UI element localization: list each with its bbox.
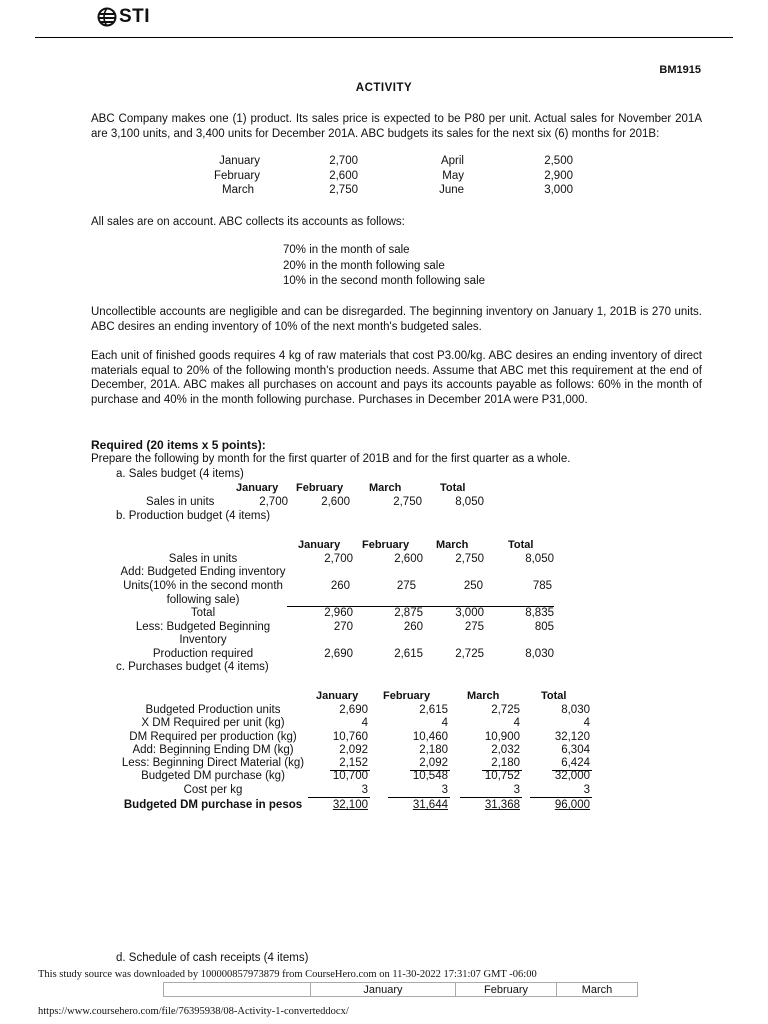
cell-value: 2,690	[339, 704, 368, 716]
column-header: March	[436, 539, 469, 551]
cell-value: 2,690	[324, 648, 353, 660]
column-header: January	[298, 539, 341, 551]
section-label: b. Production budget (4 items)	[116, 510, 271, 522]
cell-value: 260	[403, 621, 423, 633]
cell-value: 10,752	[484, 770, 520, 782]
cell-value: 2,725	[491, 704, 520, 716]
month-label: January	[219, 155, 260, 167]
cell-value: 8,050	[455, 496, 484, 508]
collection-intro: All sales are on account. ABC collects its accounts as follows:	[91, 216, 405, 228]
cell-value: 2,700	[259, 496, 288, 508]
section-label: d. Schedule of cash receipts (4 items)	[116, 952, 309, 964]
column-header: February	[456, 983, 557, 997]
materials-paragraph: Each unit of finished goods requires 4 kg of raw materials that cost P3.00/kg. ABC desires an ending inventory of direct materials equal to 20% of the following month's production needs. Assume that ABC met this requirement at the end of December, 201A. ABC makes all purchases on account and pays its accounts payable as follows: 60% in the month of purchase and 40% in the month following purchase. Purchases in December 201A were P31,000.	[91, 350, 702, 406]
cell-value: 250	[463, 580, 483, 592]
month-label: April	[440, 155, 464, 167]
cell-value: 6,424	[561, 757, 590, 769]
cell-value: 10,460	[412, 731, 448, 743]
cell-value: 785	[532, 580, 552, 592]
cell-value: 2,032	[491, 744, 520, 756]
header-divider	[35, 37, 733, 38]
column-header: February	[383, 690, 431, 702]
cell-value: 32,100	[332, 799, 368, 811]
document-code: BM1915	[659, 64, 701, 76]
cell-value: 10,548	[412, 770, 448, 782]
cell-value: 4	[513, 717, 520, 729]
column-header: Total	[508, 539, 534, 551]
inventory-paragraph: Uncollectible accounts are negligible and can be disregarded. The beginning inventory on January 1, 201B is 270 units. ABC desires an ending inventory of 10% of the next month's budgeted sales.	[91, 306, 702, 333]
cell-value: 4	[361, 717, 368, 729]
cell-value: 2,092	[339, 744, 368, 756]
column-header: February	[296, 482, 344, 494]
row-label: Cost per kg	[183, 784, 243, 796]
cell-value: 8,030	[561, 704, 590, 716]
collection-term: 70% in the month of sale	[283, 244, 410, 256]
cell-value: 2,092	[419, 757, 448, 769]
month-value: 2,700	[329, 155, 358, 167]
cell-value: 260	[330, 580, 350, 592]
cell-value: 6,304	[561, 744, 590, 756]
row-label: Budgeted DM purchase in pesos	[123, 799, 303, 811]
cell-value: 3	[441, 784, 448, 796]
row-label: Add: Budgeted Ending inventory	[120, 566, 286, 578]
month-label: February	[213, 170, 260, 182]
subtotal-rule	[460, 797, 522, 798]
row-label: X DM Required per unit (kg)	[141, 717, 285, 729]
logo-text: STI	[119, 6, 151, 27]
subtotal-rule	[308, 797, 370, 798]
cell-value: 8,050	[525, 553, 554, 565]
cell-value: 2,152	[339, 757, 368, 769]
cell-value: 96,000	[554, 799, 590, 811]
column-header: Total	[541, 690, 567, 702]
cell-value: 8,835	[525, 607, 554, 619]
page-title: ACTIVITY	[355, 82, 413, 94]
globe-icon	[97, 7, 117, 27]
row-label: Less: Budgeted Beginning	[135, 621, 271, 633]
column-header: Total	[440, 482, 466, 494]
row-label: Sales in units	[168, 553, 238, 565]
row-label: Production required	[152, 648, 254, 660]
cell-value: 2,725	[455, 648, 484, 660]
cell-value: 2,875	[394, 607, 423, 619]
required-title: Required (20 items x 5 points):	[91, 438, 266, 452]
section-label: c. Purchases budget (4 items)	[116, 661, 269, 673]
month-label: May	[442, 170, 464, 182]
cell-value: 2,600	[394, 553, 423, 565]
sti-logo	[97, 6, 150, 28]
month-label: March	[222, 184, 254, 196]
cell-value: 3	[583, 784, 590, 796]
cell-value: 8,030	[525, 648, 554, 660]
row-label: Add: Beginning Ending DM (kg)	[132, 744, 294, 756]
column-header: January	[311, 983, 456, 997]
collection-term: 20% in the month following sale	[283, 260, 445, 272]
cell-value: 31,368	[484, 799, 520, 811]
column-header: January	[316, 690, 359, 702]
cell-value: 2,180	[491, 757, 520, 769]
column-header: March	[467, 690, 500, 702]
cell-value: 2,180	[419, 744, 448, 756]
subtotal-rule	[388, 797, 450, 798]
cell-value: 275	[396, 580, 416, 592]
section-label: a. Sales budget (4 items)	[116, 468, 244, 480]
cell-value: 10,760	[332, 731, 368, 743]
intro-paragraph: ABC Company makes one (1) product. Its sales price is expected to be P80 per unit. Actual sales for November 201A are 3,100 units, and 3,400 units for December 201A. ABC budgets its sales for the next six (6) months for 201B:	[91, 113, 702, 140]
cell-value: 32,000	[554, 770, 590, 782]
month-label: June	[439, 184, 464, 196]
month-value: 2,750	[329, 184, 358, 196]
month-value: 2,500	[544, 155, 573, 167]
required-description: Prepare the following by month for the first quarter of 201B and for the first quarter as a whole.	[91, 453, 571, 465]
cell-value: 275	[464, 621, 484, 633]
row-label: Budgeted Production units	[145, 704, 281, 716]
row-label: following sale)	[166, 594, 240, 606]
cell-value: 2,600	[321, 496, 350, 508]
table-cell	[164, 983, 311, 997]
column-header: March	[369, 482, 402, 494]
cell-value: 270	[333, 621, 353, 633]
cell-value: 32,120	[554, 731, 590, 743]
cell-value: 2,615	[394, 648, 423, 660]
cell-value: 3	[361, 784, 368, 796]
row-label: Less: Beginning Direct Material (kg)	[121, 757, 305, 769]
source-url[interactable]: https://www.coursehero.com/file/76395938/08-Activity-1-converteddocx/	[38, 1006, 349, 1017]
row-label: Units(10% in the second month	[123, 580, 283, 592]
download-notice: This study source was downloaded by 100000857973879 from CourseHero.com on 11-30-2022 17:31:07 GMT -06:00	[38, 969, 537, 980]
cell-value: 10,900	[484, 731, 520, 743]
cell-value: 10,700	[332, 770, 368, 782]
month-value: 2,600	[329, 170, 358, 182]
cell-value: 2,960	[324, 607, 353, 619]
column-header: March	[557, 983, 638, 997]
row-label: Budgeted DM purchase (kg)	[141, 770, 285, 782]
cell-value: 2,750	[393, 496, 422, 508]
cell-value: 4	[583, 717, 590, 729]
row-label: DM Required per production (kg)	[129, 731, 297, 743]
collection-term: 10% in the second month following sale	[283, 275, 486, 287]
cell-value: 805	[534, 621, 554, 633]
month-value: 3,000	[544, 184, 573, 196]
cash-receipts-table	[163, 982, 638, 997]
cell-value: 3,000	[455, 607, 484, 619]
cell-value: 4	[441, 717, 448, 729]
row-label: Inventory	[179, 634, 227, 646]
row-label: Sales in units	[146, 496, 215, 508]
column-header: February	[362, 539, 410, 551]
row-label: Total	[190, 607, 216, 619]
month-value: 2,900	[544, 170, 573, 182]
subtotal-rule	[530, 797, 592, 798]
cell-value: 2,615	[419, 704, 448, 716]
cell-value: 2,700	[324, 553, 353, 565]
cell-value: 2,750	[455, 553, 484, 565]
cell-value: 31,644	[412, 799, 448, 811]
cell-value: 3	[513, 784, 520, 796]
column-header: January	[236, 482, 279, 494]
